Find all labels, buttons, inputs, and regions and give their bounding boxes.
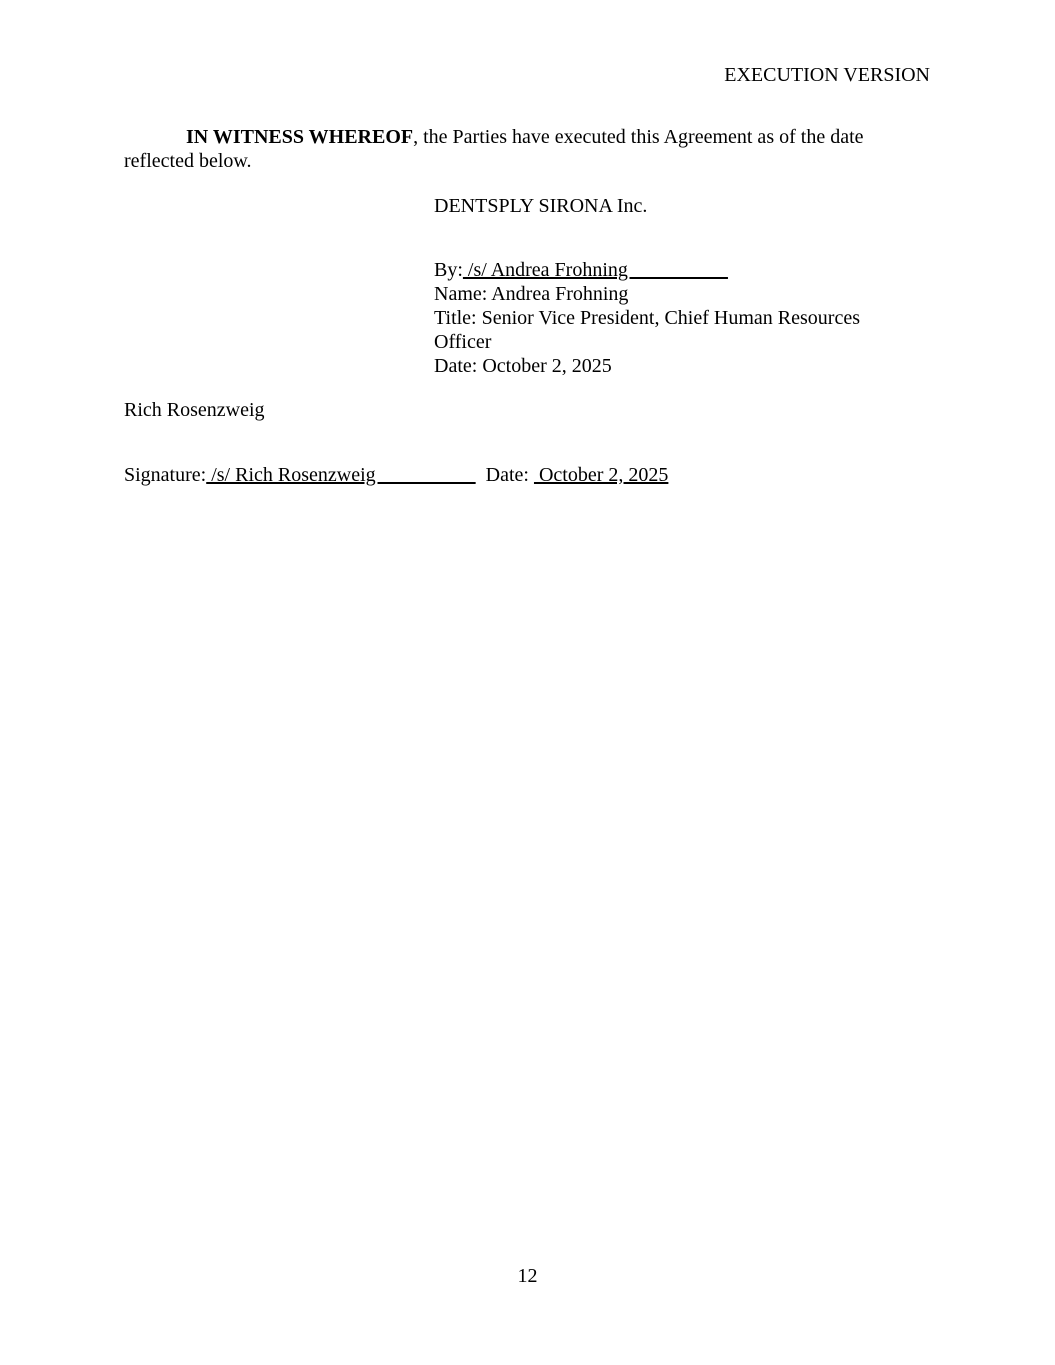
witness-text: , the Parties have executed this Agreement as of the date reflected below. <box>124 126 864 172</box>
date-label: Date: <box>434 355 478 377</box>
signature-label: Signature: <box>124 464 207 486</box>
individual-date-value: October 2, 2025 <box>533 464 669 486</box>
by-label: By: <box>434 259 463 281</box>
individual-date-label: Date: <box>485 464 529 486</box>
signature-value: /s/ Rich Rosenzweig <box>206 464 476 486</box>
title-value: Senior Vice President, Chief Human Resources Officer <box>434 307 860 353</box>
execution-version-header: EXECUTION VERSION <box>724 64 930 86</box>
company-signature-lines <box>434 258 914 378</box>
individual-name: Rich Rosenzweig <box>124 399 265 421</box>
name-label: Name: <box>434 283 488 305</box>
witness-paragraph <box>124 125 924 173</box>
witness-bold-lead: IN WITNESS WHEREOF <box>186 126 414 148</box>
individual-signature-line <box>124 463 668 487</box>
by-line <box>434 258 914 282</box>
page-number: 12 <box>517 1265 538 1287</box>
name-line <box>434 282 914 306</box>
by-signature: /s/ Andrea Frohning _ <box>462 259 728 281</box>
date-value: October 2, 2025 <box>482 355 612 377</box>
name-value: Andrea Frohning <box>491 283 629 305</box>
date-line <box>434 354 914 378</box>
company-name: DENTSPLY SIRONA Inc. <box>434 195 648 217</box>
company-signatory-block <box>434 194 914 218</box>
title-line <box>434 306 914 354</box>
title-label: Title: <box>434 307 477 329</box>
